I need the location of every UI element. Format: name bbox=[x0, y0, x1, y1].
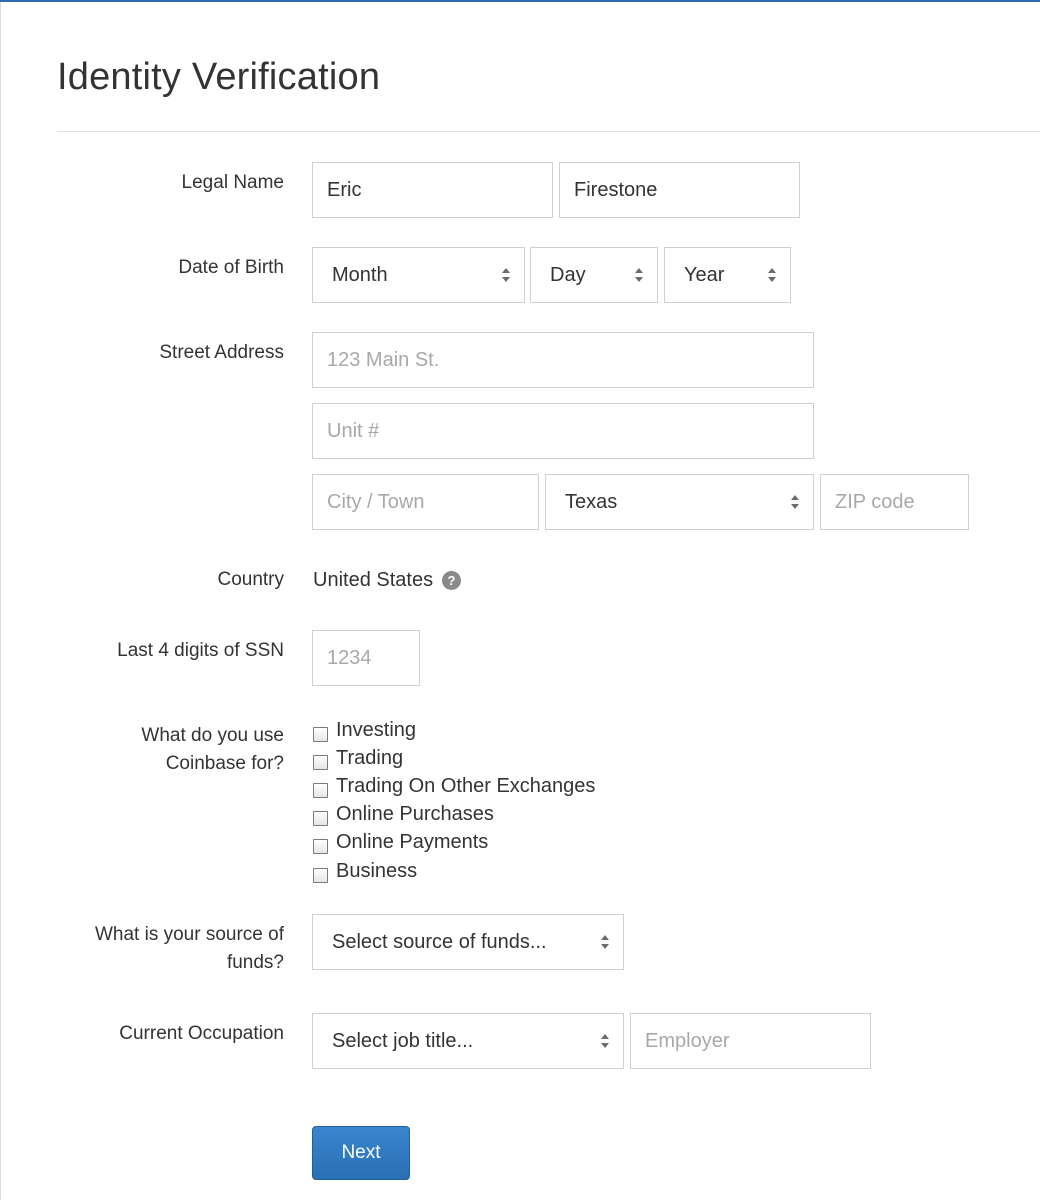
usage-option-label: Trading On Other Exchanges bbox=[336, 774, 596, 797]
usage-option-business[interactable] bbox=[313, 857, 417, 885]
last-name-input[interactable] bbox=[559, 162, 800, 218]
usage-option-label: Online Payments bbox=[336, 830, 489, 853]
source-of-funds-value: Select source of funds... bbox=[332, 930, 547, 953]
usage-option-online-purchases[interactable] bbox=[313, 800, 494, 828]
checkbox[interactable] bbox=[313, 839, 328, 854]
left-border bbox=[0, 2, 1, 1200]
checkbox[interactable] bbox=[313, 783, 328, 798]
state-value: Texas bbox=[565, 490, 618, 513]
employer-input[interactable] bbox=[630, 1013, 871, 1069]
birth-year-value: Year bbox=[684, 263, 725, 286]
checkbox[interactable] bbox=[313, 811, 328, 826]
title-divider bbox=[57, 131, 1040, 132]
select-arrows-icon bbox=[635, 268, 643, 282]
select-arrows-icon bbox=[768, 268, 776, 282]
usage-label bbox=[141, 722, 284, 778]
usage-option-trading[interactable] bbox=[313, 744, 403, 772]
usage-label-line2: Coinbase for? bbox=[165, 753, 284, 774]
state-select[interactable] bbox=[545, 474, 814, 530]
top-accent-bar bbox=[0, 0, 1040, 2]
birth-day-select[interactable] bbox=[530, 247, 658, 303]
birth-year-select[interactable] bbox=[664, 247, 791, 303]
country-value: United States bbox=[313, 569, 434, 591]
usage-option-investing[interactable] bbox=[313, 716, 416, 744]
select-arrows-icon bbox=[791, 495, 799, 509]
source-of-funds-label bbox=[95, 921, 284, 977]
usage-option-other-exchanges[interactable] bbox=[313, 772, 595, 800]
legal-name-label: Legal Name bbox=[181, 172, 284, 193]
job-title-value: Select job title... bbox=[332, 1029, 474, 1052]
usage-option-label: Investing bbox=[336, 718, 417, 741]
job-title-select[interactable] bbox=[312, 1013, 624, 1069]
usage-label-line1: What do you use bbox=[141, 725, 284, 746]
birth-month-value: Month bbox=[332, 263, 388, 286]
ssn-input[interactable] bbox=[312, 630, 420, 686]
ssn-label: Last 4 digits of SSN bbox=[117, 640, 284, 661]
zip-input[interactable] bbox=[820, 474, 969, 530]
usage-option-online-payments[interactable] bbox=[313, 828, 488, 856]
next-button[interactable]: Next bbox=[312, 1126, 410, 1180]
first-name-input[interactable] bbox=[312, 162, 553, 218]
birth-month-select[interactable] bbox=[312, 247, 525, 303]
select-arrows-icon bbox=[601, 1034, 609, 1048]
birth-day-value: Day bbox=[550, 263, 586, 286]
select-arrows-icon bbox=[502, 268, 510, 282]
usage-option-label: Online Purchases bbox=[336, 802, 494, 825]
checkbox[interactable] bbox=[313, 868, 328, 883]
unit-input[interactable] bbox=[312, 403, 814, 459]
country-label: Country bbox=[217, 569, 284, 590]
street-address-label: Street Address bbox=[159, 342, 284, 363]
select-arrows-icon bbox=[601, 935, 609, 949]
usage-option-label: Trading bbox=[336, 746, 404, 769]
city-input[interactable] bbox=[312, 474, 539, 530]
usage-option-label: Business bbox=[336, 859, 418, 882]
source-of-funds-label-line2: funds? bbox=[226, 952, 284, 973]
checkbox[interactable] bbox=[313, 727, 328, 742]
checkbox[interactable] bbox=[313, 755, 328, 770]
street-input[interactable] bbox=[312, 332, 814, 388]
date-of-birth-label: Date of Birth bbox=[178, 257, 284, 278]
source-of-funds-select[interactable] bbox=[312, 914, 624, 970]
page-title: Identity Verification bbox=[57, 56, 381, 98]
occupation-label: Current Occupation bbox=[119, 1023, 284, 1044]
question-circle-icon[interactable]: ? bbox=[442, 571, 461, 590]
source-of-funds-label-line1: What is your source of bbox=[94, 924, 284, 945]
